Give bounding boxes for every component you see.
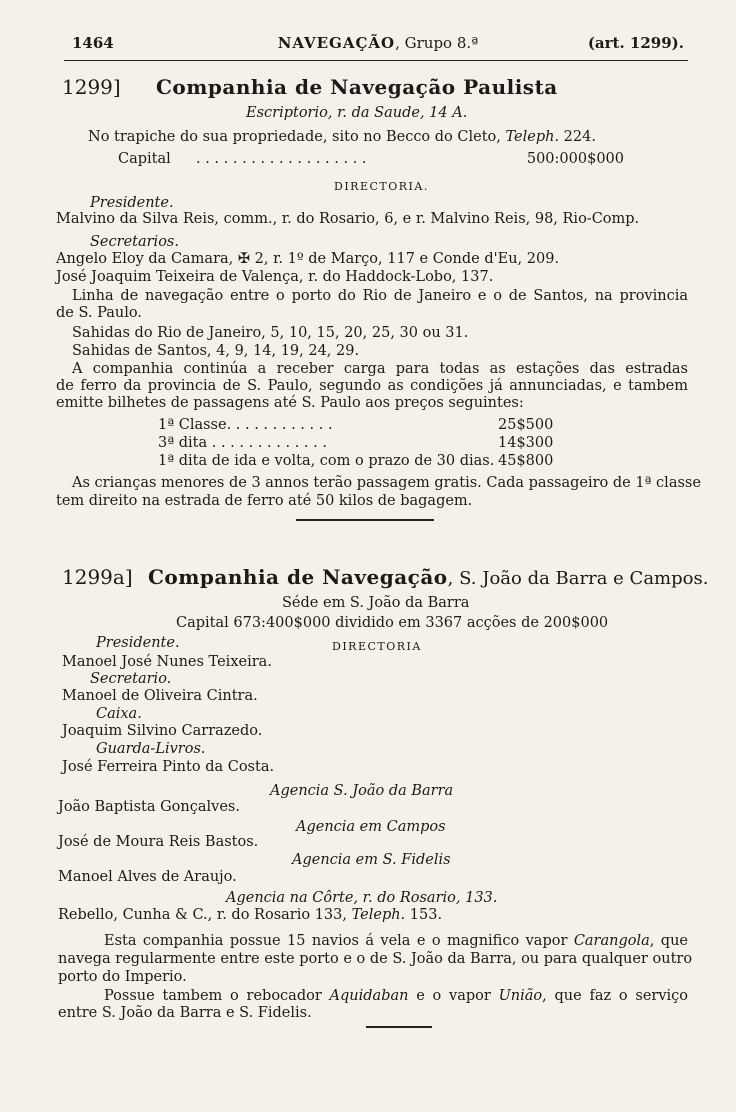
directoria-heading: DIRECTORIA xyxy=(332,640,422,653)
linha-line-2: de S. Paulo. xyxy=(56,305,142,321)
preco-value: 14$300 xyxy=(498,435,554,451)
agencia-sjb-name: João Baptista Gonçalves. xyxy=(58,799,240,815)
description-line-2: navega regularmente entre este porto e o de S. João da Barra, ou para qualquer outro xyxy=(58,951,693,967)
office-address: Escriptorio, r. da Saude, 14 A. xyxy=(246,105,468,121)
capital-line: Capital 673:400$000 dividido em 3367 acções de 200$000 xyxy=(176,615,609,631)
description-line-4 xyxy=(104,987,688,1005)
presidente-line: Malvino da Silva Reis, comm., r. do Rosario, 6, e r. Malvino Reis, 98, Rio-Comp. xyxy=(56,211,640,227)
carga-line-3: emitte bilhetes de passagens até S. Paulo aos preços seguintes: xyxy=(56,395,524,411)
teleph-number: 224. xyxy=(559,129,596,145)
secretarios-label: Secretarios. xyxy=(90,234,179,250)
directoria-heading: DIRECTORIA. xyxy=(334,180,429,193)
sahidas-rio: Sahidas do Rio de Janeiro, 5, 10, 15, 20, 25, 30 ou 31. xyxy=(72,325,469,341)
description-text: , que faz o serviço xyxy=(542,988,689,1004)
guarda-livros-name: José Ferreira Pinto da Costa. xyxy=(62,759,275,775)
capital-row xyxy=(118,150,624,168)
sahidas-santos: Sahidas de Santos, 4, 9, 14, 19, 24, 29. xyxy=(72,343,360,359)
secretario-name: Manoel de Oliveira Cintra. xyxy=(62,688,258,704)
preco-value: 25$500 xyxy=(498,417,554,433)
sede: Séde em S. João da Barra xyxy=(282,595,470,611)
vessel-name: Aquidaban xyxy=(329,988,409,1004)
section-separator xyxy=(366,1026,432,1028)
criancas-line-1: As crianças menores de 3 annos terão passagem gratis. Cada passageiro de 1ª classe xyxy=(72,475,701,491)
presidente-label: Presidente. xyxy=(96,635,180,651)
entry-number: 1299] xyxy=(62,75,121,99)
running-title-bold: NAVEGAÇÃO xyxy=(277,34,396,52)
presidente-name: Manoel José Nunes Teixeira. xyxy=(62,654,272,670)
preco-label: 1ª Classe. . . . . . . . . . . . xyxy=(158,417,333,433)
entry-number: 1299a] xyxy=(62,565,133,589)
section-separator xyxy=(296,519,434,521)
entry-title: Companhia de Navegação xyxy=(148,565,448,589)
description-line-1 xyxy=(104,932,688,950)
entry-title: Companhia de Navegação Paulista xyxy=(156,75,558,99)
presidente-label: Presidente. xyxy=(90,195,174,211)
vessel-name: Carangola xyxy=(573,933,650,949)
agencia-campos-label: Agencia em Campos xyxy=(296,819,446,835)
preco-label: 3ª dita . . . . . . . . . . . . . xyxy=(158,435,327,451)
entry-title-line xyxy=(148,565,709,589)
header-rule xyxy=(64,60,688,61)
secretario-label: Secretario. xyxy=(90,671,172,687)
carga-line-2: de ferro da provincia de S. Paulo, segundo as condições já annunciadas, e tambem xyxy=(56,378,688,394)
criancas-line-2: tem direito na estrada de ferro até 50 kilos de bagagem. xyxy=(56,493,473,509)
caixa-name: Joaquim Silvino Carrazedo. xyxy=(62,723,263,739)
description-text: Esta companhia possue 15 navios á vela e o magnifico vapor xyxy=(104,933,574,949)
secretario-2: José Joaquim Teixeira de Valença, r. do Haddock-Lobo, 137. xyxy=(56,269,494,285)
capital-label: Capital xyxy=(118,151,171,167)
teleph-label: Teleph. xyxy=(351,907,406,923)
trapiche-line xyxy=(88,128,596,146)
teleph-number: 153. xyxy=(405,907,443,923)
guarda-livros-label: Guarda-Livros. xyxy=(96,741,206,757)
agencia-campos-name: José de Moura Reis Bastos. xyxy=(58,834,259,850)
preco-value: 45$800 xyxy=(498,453,554,469)
entry-title-places: , S. João da Barra e Campos. xyxy=(447,568,709,589)
vessel-name: União xyxy=(498,988,543,1004)
preco-label: 1ª dita de ida e volta, com o prazo de 30 dias. xyxy=(158,453,495,469)
page-number: 1464 xyxy=(72,34,114,52)
linha-line-1: Linha de navegação entre o porto do Rio de Janeiro e o de Santos, na provincia xyxy=(72,288,688,304)
teleph-label: Teleph. xyxy=(505,129,560,145)
caixa-label: Caixa. xyxy=(96,706,142,722)
description-text: e o vapor xyxy=(408,988,499,1004)
agencia-corte-label: Agencia na Côrte, r. do Rosario, 133. xyxy=(226,890,498,906)
agencia-corte-line xyxy=(58,906,442,924)
agencia-sjb-label: Agencia S. João da Barra xyxy=(270,783,454,799)
agencia-corte-address: Rebello, Cunha & C., r. do Rosario 133, xyxy=(58,907,352,923)
trapiche-text: No trapiche do sua propriedade, sito no Becco do Cleto, xyxy=(88,129,506,145)
secretario-1: Angelo Eloy da Camara, ✠ 2, r. 1º de Março, 117 e Conde d'Eu, 209. xyxy=(56,251,560,267)
agencia-fidelis-name: Manoel Alves de Araujo. xyxy=(58,869,237,885)
article-reference: (art. 1299). xyxy=(587,34,684,52)
running-title-group: , Grupo 8.ª xyxy=(395,34,479,52)
description-text: , que xyxy=(649,933,688,949)
description-text: Possue tambem o rebocador xyxy=(104,988,330,1004)
carga-line-1: A companhia continúa a receber carga para todas as estações das estradas xyxy=(72,361,688,377)
leader-dots: . . . . . . . . . . . . . . . . . . . xyxy=(196,151,367,167)
agencia-fidelis-label: Agencia em S. Fidelis xyxy=(292,852,451,868)
capital-value: 500:000$000 xyxy=(526,151,624,167)
description-line-3: porto do Imperio. xyxy=(58,969,187,985)
description-line-5: entre S. João da Barra e S. Fidelis. xyxy=(58,1005,312,1021)
running-header xyxy=(72,34,684,56)
